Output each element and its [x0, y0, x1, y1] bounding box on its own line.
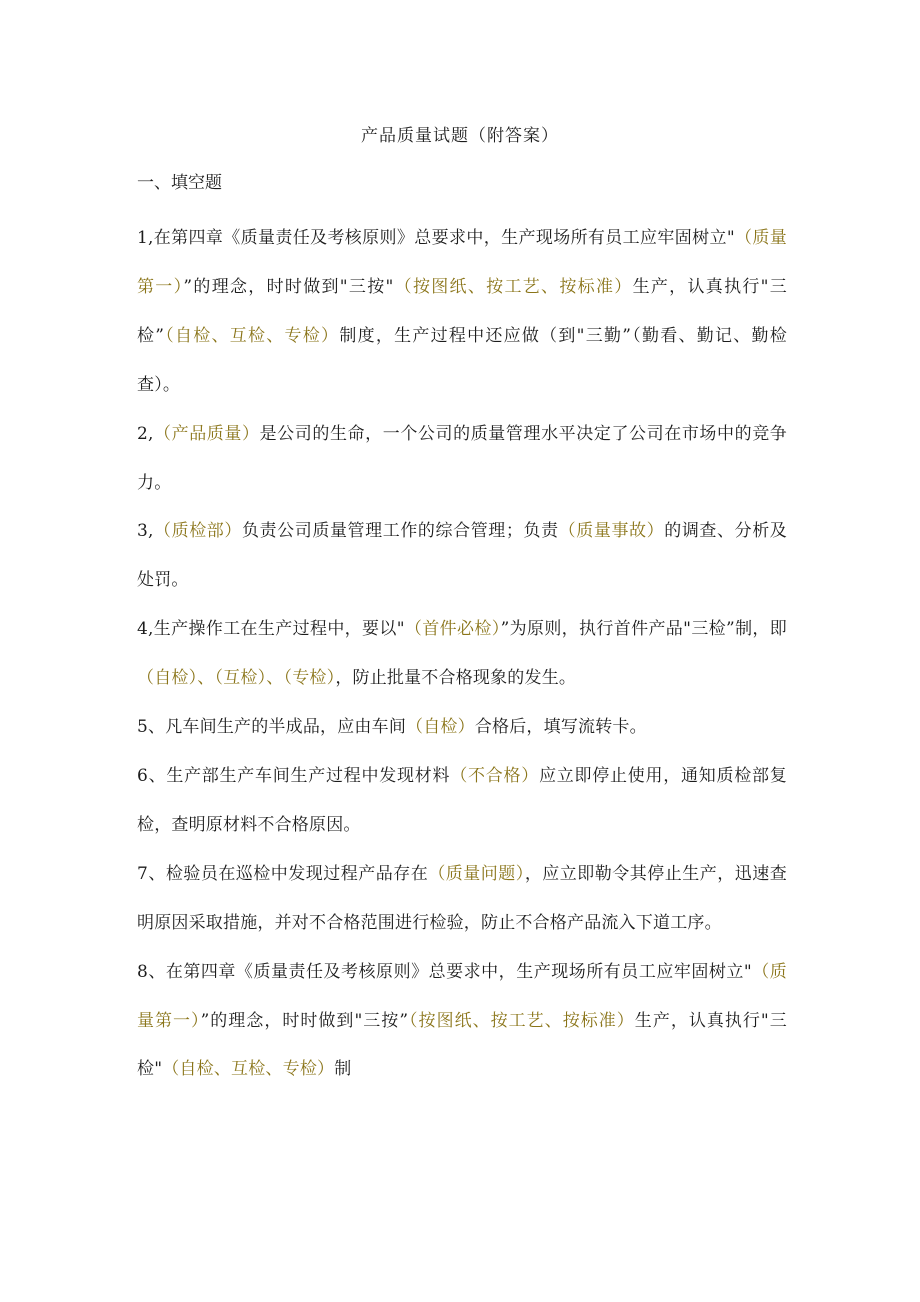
question-q7 [137, 850, 787, 948]
question-text: ”的理念，时时做到"三按" [183, 276, 394, 297]
question-text: 生产，认真执行"三检” [137, 276, 787, 346]
question-text: 负责公司质量管理工作的综合管理；负责 [241, 521, 559, 542]
question-list [137, 214, 787, 1094]
question-q5 [137, 703, 787, 752]
section-heading: 一、填空题 [137, 173, 222, 193]
question-text: ”为原则，执行首件产品"三检”制，即 [500, 619, 787, 640]
answer-text: （按图纸、按工艺、按标准） [408, 1010, 635, 1031]
answer-text: （质检部） [153, 521, 242, 542]
question-text: ”的理念，时时做到"三按” [200, 1010, 409, 1031]
question-text: ，防止批量不合格现象的发生。 [335, 668, 577, 689]
question-text: 7、检验员在巡检中发现过程产品存在 [137, 863, 429, 884]
question-text: 5、凡车间生产的半成品，应由车间 [137, 717, 407, 738]
document-title: 产品质量试题（附答案） [361, 126, 559, 146]
answer-text: （产品质量） [153, 423, 260, 444]
answer-text: （质量问题） [428, 863, 525, 884]
question-text: 8、在第四章《质量责任及考核原则》总要求中，生产现场所有员工应牢固树立" [137, 961, 752, 982]
question-q1 [137, 214, 787, 410]
answer-text: （不合格） [450, 765, 540, 786]
question-text: 合格后，填写流转卡。 [474, 717, 647, 738]
question-text: 的调查、分析及处罚。 [137, 521, 787, 591]
answer-text: （质量第一） [137, 961, 787, 1031]
question-text: 制度，生产过程中还应做（到"三勤”（勤看、勤记、勤检查）。 [137, 325, 787, 395]
question-text: 应立即停止使用，通知质检部复检，查明原材料不合格原因。 [137, 765, 787, 835]
question-q3 [137, 507, 787, 605]
answer-text: （自检）、（互检）、（专检） [137, 668, 336, 689]
question-text: ，应立即勒令其停止生产，迅速查明原因采取措施，并对不合格范围进行检验，防止不合格产品流入下道工序。 [137, 863, 788, 933]
answer-text: （质量事故） [558, 521, 665, 542]
question-text: 6、生产部生产车间生产过程中发现材料 [137, 765, 451, 786]
question-text: 3, [137, 521, 154, 542]
question-text: 2, [137, 423, 154, 444]
question-text: 生产，认真执行"三检" [137, 1010, 787, 1080]
question-q6 [137, 752, 787, 850]
question-text: 1,在第四章《质量责任及考核原则》总要求中，生产现场所有员工应牢固树立" [137, 228, 735, 248]
answer-text: （质量第一） [137, 228, 787, 297]
answer-text: （自检、互检、专检） [164, 325, 340, 346]
question-text: 是公司的生命，一个公司的质量管理水平决定了公司在市场中的竞争力。 [137, 423, 788, 493]
question-q8 [137, 948, 787, 1095]
answer-text: （按图纸、按工艺、按标准） [393, 276, 633, 297]
answer-text: （自检、互检、专检） [162, 1059, 335, 1080]
question-text: 制 [334, 1059, 352, 1080]
question-q4 [137, 605, 787, 703]
question-text: 4,生产操作工在生产过程中，要以" [137, 619, 405, 640]
answer-text: （自检） [406, 717, 475, 738]
answer-text: （首件必检） [404, 619, 501, 640]
question-q2 [137, 410, 787, 508]
